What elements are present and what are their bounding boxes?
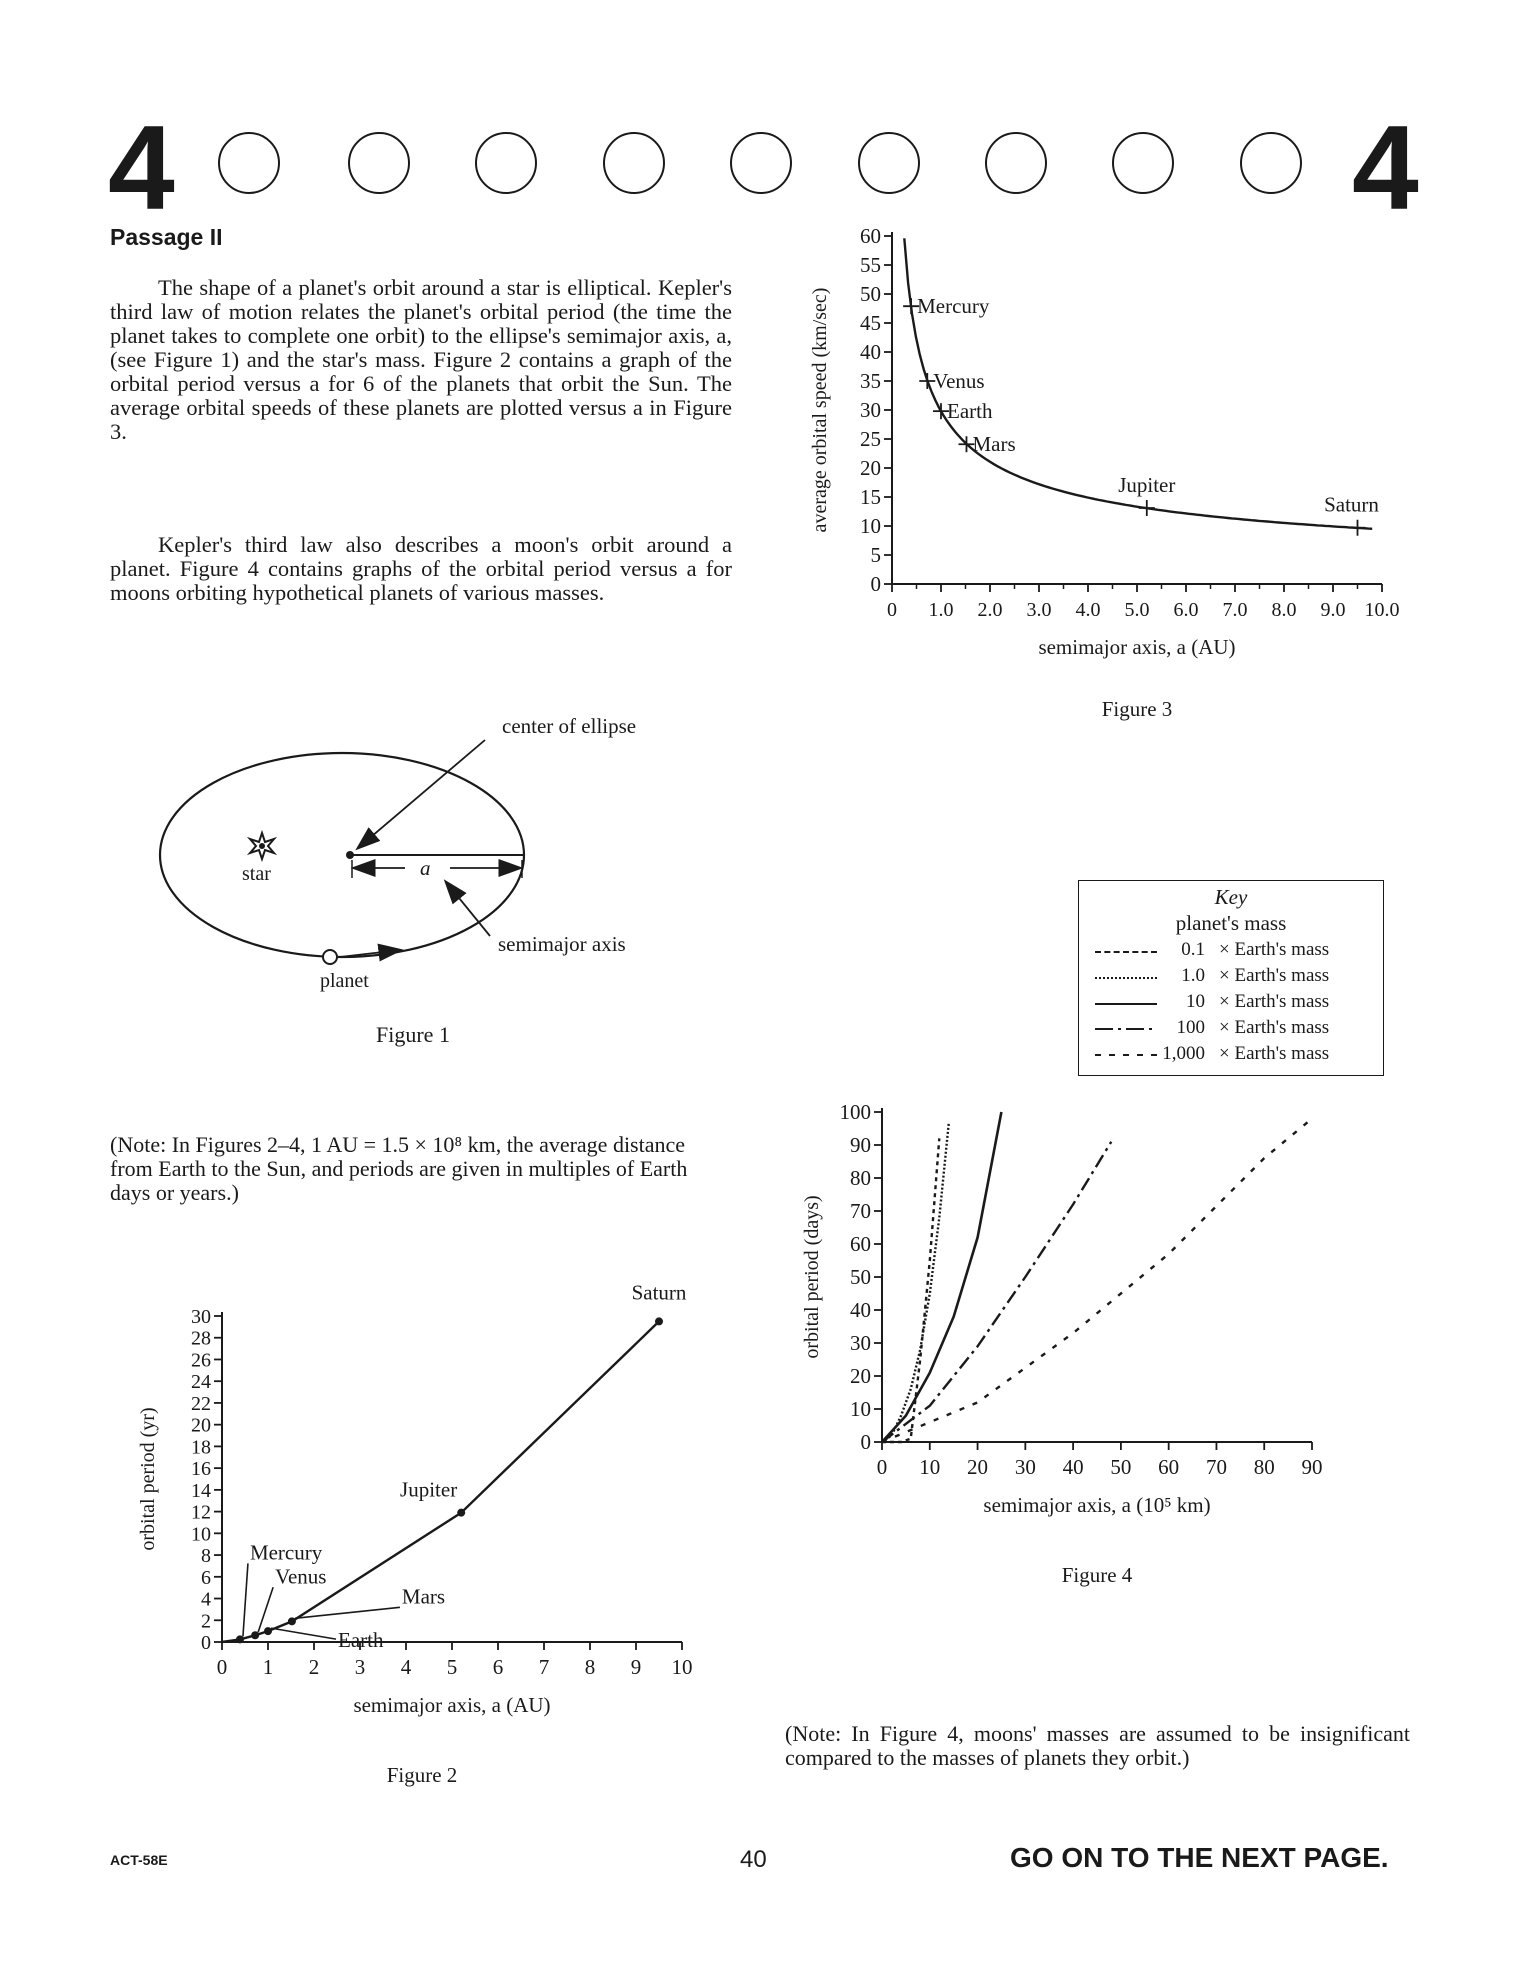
y-tick-label: 26: [191, 1349, 211, 1372]
key-unit: × Earth's mass: [1219, 939, 1330, 960]
x-tick-label: 7: [538, 1655, 550, 1679]
x-tick-label: 2: [308, 1655, 320, 1679]
data-point-saturn: [655, 1317, 663, 1325]
y-tick-label: 0: [860, 1430, 871, 1454]
y-tick-label: 10: [860, 514, 881, 538]
x-tick-label: 5: [446, 1655, 458, 1679]
point-label-venus: Venus: [933, 369, 985, 393]
y-tick-label: 50: [850, 1265, 871, 1289]
y-tick-label: 100: [839, 1100, 871, 1124]
figure-caption: Figure 4: [1061, 1563, 1133, 1587]
x-tick-label: 0: [887, 599, 897, 621]
y-tick-label: 60: [850, 1232, 871, 1256]
x-tick-label: 9: [630, 1655, 642, 1679]
y-tick-label: 55: [860, 253, 881, 277]
key-value: 1.0: [1181, 965, 1205, 986]
x-tick-label: 10: [919, 1455, 941, 1479]
y-tick-label: 12: [191, 1501, 211, 1524]
y-tick-label: 6: [201, 1566, 211, 1589]
x-tick-label: 40: [1062, 1455, 1084, 1479]
label-leader-mercury: [243, 1563, 248, 1636]
x-tick-label: 30: [1014, 1455, 1036, 1479]
x-axis-label: semimajor axis, a (AU): [1038, 635, 1236, 659]
figure-caption: Figure 3: [1101, 697, 1173, 721]
x-tick-label: 0: [216, 1655, 228, 1679]
y-tick-label: 0: [201, 1632, 211, 1654]
y-tick-label: 30: [191, 1306, 211, 1328]
x-tick-label: 90: [1301, 1455, 1323, 1479]
y-tick-label: 10: [191, 1523, 211, 1546]
section-number-right: 4: [1352, 101, 1419, 235]
point-label-saturn: Saturn: [631, 1280, 687, 1305]
key-swatch-dotted: [1095, 977, 1157, 979]
key-row: [1079, 939, 1383, 963]
y-tick-label: 28: [191, 1327, 211, 1350]
y-tick-label: 16: [191, 1458, 211, 1481]
point-label-mars: Mars: [972, 432, 1016, 457]
y-tick-label: 35: [860, 369, 881, 393]
point-label-jupiter: Jupiter: [400, 1477, 458, 1502]
y-axis-label: orbital period (days): [801, 1195, 823, 1359]
y-tick-label: 15: [860, 485, 881, 509]
key-row: [1079, 1043, 1383, 1067]
figure-note-1: (Note: In Figures 2–4, 1 AU = 1.5 × 10⁸ km, the average distance from Earth to the Sun, and periods are given in multiples of Earth days or years.): [110, 1132, 688, 1205]
key-value: 1,000: [1162, 1043, 1205, 1064]
key-value: 100: [1176, 1017, 1205, 1038]
next-page-notice: GO ON TO THE NEXT PAGE.: [1010, 1842, 1389, 1873]
x-tick-label: 8.0: [1271, 599, 1297, 621]
x-tick-label: 10: [671, 1655, 693, 1679]
key-unit: × Earth's mass: [1219, 1017, 1330, 1038]
y-tick-label: 8: [201, 1545, 211, 1568]
y-tick-label: 0: [870, 572, 881, 596]
x-tick-label: 8: [584, 1655, 596, 1679]
y-tick-label: 50: [860, 282, 881, 306]
x-axis-label: semimajor axis, a (AU): [353, 1693, 551, 1717]
key-unit: × Earth's mass: [1219, 965, 1330, 986]
key-value: 10: [1186, 991, 1205, 1012]
center-pointer-arrow: [358, 740, 485, 848]
x-tick-label: 1: [262, 1655, 274, 1679]
x-tick-label: 3.0: [1026, 599, 1052, 621]
header-circle: [858, 132, 920, 194]
data-point-jupiter: [457, 1509, 465, 1517]
y-axis-label: average orbital speed (km/sec): [809, 287, 831, 533]
data-point-venus: [251, 1631, 259, 1639]
label-leader-earth: [271, 1628, 336, 1639]
y-tick-label: 18: [191, 1436, 211, 1459]
key-subtitle: planet's mass: [1175, 911, 1287, 935]
x-tick-label: 70: [1205, 1455, 1227, 1479]
y-tick-label: 20: [860, 456, 881, 480]
y-tick-label: 90: [850, 1133, 871, 1157]
y-tick-label: 10: [850, 1397, 871, 1421]
x-tick-label: 5.0: [1124, 599, 1150, 621]
figure4-chart: [790, 1100, 1410, 1587]
key-swatch-dash-long: [1095, 1050, 1157, 1060]
passage-paragraph-2: Kepler's third law also describes a moon's orbit around a planet. Figure 4 contains graphs of the orbital period versus a for moons orbiting hypothetical planets of various masses.: [110, 532, 732, 605]
x-tick-label: 60: [1158, 1455, 1180, 1479]
figure1-caption: Figure 1: [376, 1022, 450, 1047]
x-axis-label: semimajor axis, a (10⁵ km): [983, 1493, 1211, 1517]
header-circle: [985, 132, 1047, 194]
y-tick-label: 70: [850, 1199, 871, 1223]
planet-marker: [323, 950, 337, 964]
x-tick-label: 6: [492, 1655, 504, 1679]
header-circle: [730, 132, 792, 194]
y-tick-label: 2: [201, 1610, 211, 1633]
key-value: 0.1: [1181, 939, 1205, 960]
point-label-mars: Mars: [401, 1584, 446, 1609]
key-swatch-dash-dot: [1095, 1024, 1157, 1034]
x-tick-label: 20: [967, 1455, 989, 1479]
passage-paragraph-1: The shape of a planet's orbit around a star is elliptical. Kepler's third law of motion relates the planet's orbital period (the time the planet takes to complete one orbit) to the ellipse's semimajor axis, a, (see Figure 1) and the star's mass. Figure 2 contains a graph of the orbital period versus a for 6 of the planets that orbit the Sun. The average orbital speeds of these planets are plotted versus a in Figure 3.: [110, 275, 732, 444]
section-number-left: 4: [108, 101, 175, 235]
x-tick-label: 10.0: [1364, 599, 1400, 621]
y-tick-label: 14: [191, 1479, 211, 1502]
y-tick-label: 24: [191, 1371, 211, 1394]
data-point-mercury: [236, 1635, 244, 1643]
y-tick-label: 20: [850, 1364, 871, 1388]
header-circle: [1240, 132, 1302, 194]
figure2-chart: [130, 1280, 730, 1787]
figure3-chart: [790, 222, 1410, 732]
y-tick-label: 4: [201, 1588, 211, 1611]
form-id: ACT-58E: [110, 1852, 168, 1868]
key-unit: × Earth's mass: [1219, 991, 1330, 1012]
y-tick-label: 40: [850, 1298, 871, 1322]
key-row: [1079, 965, 1383, 989]
point-label-mercury: Mercury: [249, 1540, 323, 1565]
y-tick-label: 30: [850, 1331, 871, 1355]
label-leader-venus: [258, 1587, 273, 1632]
key-unit: × Earth's mass: [1219, 1043, 1330, 1064]
x-tick-label: 50: [1110, 1455, 1132, 1479]
series-line-dashed-short: [882, 1138, 939, 1442]
key-row: [1079, 991, 1383, 1015]
x-tick-label: 1.0: [928, 599, 954, 621]
point-label-mercury: Mercury: [917, 294, 990, 319]
figure-note-2: (Note: In Figure 4, moons' masses are assumed to be insignificant compared to the masses of planets they orbit.): [785, 1721, 1410, 1770]
planet-label: planet: [320, 970, 369, 992]
y-tick-label: 25: [860, 427, 881, 451]
x-tick-label: 80: [1253, 1455, 1275, 1479]
point-label-earth: Earth: [338, 1628, 384, 1653]
data-point-mars: [288, 1617, 296, 1625]
y-tick-label: 80: [850, 1166, 871, 1190]
point-label-earth: Earth: [947, 399, 993, 424]
header-circle: [218, 132, 280, 194]
header-circle: [603, 132, 665, 194]
series-line-solid: [882, 1112, 1001, 1442]
header-circle: [475, 132, 537, 194]
y-tick-label: 5: [870, 543, 881, 567]
y-tick-label: 22: [191, 1392, 211, 1415]
point-label-jupiter: Jupiter: [1118, 473, 1176, 498]
page-number: 40: [740, 1846, 767, 1873]
header-circle: [348, 132, 410, 194]
figure4-key: [1078, 880, 1384, 1076]
x-tick-label: 4.0: [1075, 599, 1101, 621]
star-icon: [250, 833, 274, 859]
x-tick-label: 9.0: [1320, 599, 1346, 621]
x-tick-label: 6.0: [1173, 599, 1199, 621]
y-tick-label: 45: [860, 311, 881, 335]
x-tick-label: 2.0: [977, 599, 1003, 621]
key-swatch-solid: [1095, 1003, 1157, 1005]
a-label: a: [420, 856, 431, 880]
figure-caption: Figure 2: [386, 1763, 458, 1787]
x-tick-label: 4: [400, 1655, 412, 1679]
y-tick-label: 20: [191, 1414, 211, 1437]
key-swatch-dashed-short: [1095, 951, 1157, 953]
point-label-venus: Venus: [275, 1564, 327, 1589]
header-circle: [1112, 132, 1174, 194]
y-axis-label: orbital period (yr): [137, 1407, 159, 1551]
semimajor-axis-label: semimajor axis: [498, 932, 626, 956]
key-row: [1079, 1017, 1383, 1041]
y-tick-label: 40: [860, 340, 881, 364]
data-point-earth: [264, 1627, 272, 1635]
y-tick-label: 60: [860, 224, 881, 248]
passage-title: Passage II: [110, 224, 223, 250]
y-tick-label: 30: [860, 398, 881, 422]
point-label-saturn: Saturn: [1324, 492, 1379, 517]
x-tick-label: 0: [876, 1455, 888, 1479]
key-title: Key: [1214, 885, 1248, 909]
star-label: star: [242, 863, 271, 885]
figure1-diagram: [150, 710, 710, 1040]
x-tick-label: 7.0: [1222, 599, 1248, 621]
x-tick-label: 3: [354, 1655, 366, 1679]
center-of-ellipse-label: center of ellipse: [502, 714, 637, 738]
